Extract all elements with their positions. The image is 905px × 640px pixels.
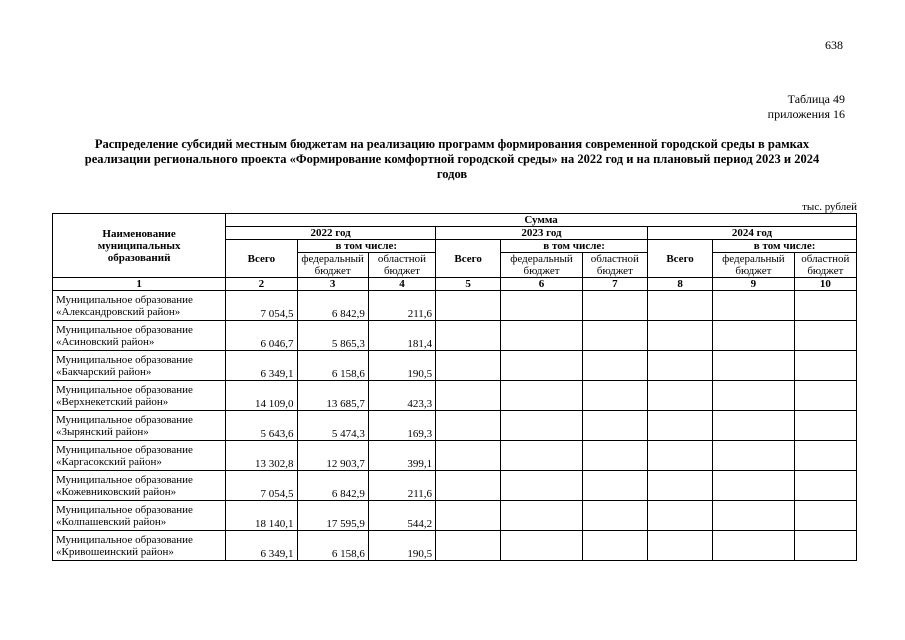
- empty-cell: [582, 321, 647, 351]
- column-index: 2: [226, 278, 297, 291]
- empty-cell: [794, 381, 856, 411]
- empty-cell: [794, 411, 856, 441]
- empty-cell: [713, 441, 795, 471]
- header-total-2023: Всего: [436, 240, 501, 278]
- empty-cell: [582, 411, 647, 441]
- federal-2022-cell: 5 865,3: [297, 321, 368, 351]
- federal-2022-cell: 12 903,7: [297, 441, 368, 471]
- empty-cell: [713, 531, 795, 561]
- header-regional-2024: областной бюджет: [794, 253, 856, 278]
- table-row: [53, 351, 857, 381]
- units-label: тыс. рублей: [802, 201, 857, 213]
- empty-cell: [713, 411, 795, 441]
- header-incl-2022: в том числе:: [297, 240, 436, 253]
- federal-2022-cell: 6 842,9: [297, 471, 368, 501]
- table-row: [53, 531, 857, 561]
- empty-cell: [713, 351, 795, 381]
- municipality-district: «Каргасокский район»: [56, 455, 162, 468]
- header-federal-2023: федеральный бюджет: [501, 253, 583, 278]
- regional-2022-cell: 169,3: [368, 411, 435, 441]
- table-row: [53, 441, 857, 471]
- municipality-district: «Кривошеинский район»: [56, 545, 174, 558]
- empty-cell: [794, 471, 856, 501]
- column-index: 6: [501, 278, 583, 291]
- empty-cell: [794, 291, 856, 321]
- header-regional-2023: областной бюджет: [582, 253, 647, 278]
- empty-cell: [647, 351, 712, 381]
- empty-cell: [436, 411, 501, 441]
- municipality-name: [53, 381, 226, 411]
- municipality-prefix: Муниципальное образование: [56, 443, 193, 456]
- empty-cell: [436, 501, 501, 531]
- empty-cell: [501, 411, 583, 441]
- municipality-district: «Зырянский район»: [56, 425, 149, 438]
- empty-cell: [647, 381, 712, 411]
- header-year-2022: 2022 год: [226, 227, 436, 240]
- table-reference: [768, 92, 845, 122]
- empty-cell: [647, 411, 712, 441]
- empty-cell: [436, 351, 501, 381]
- municipality-name: [53, 411, 226, 441]
- empty-cell: [713, 381, 795, 411]
- empty-cell: [436, 381, 501, 411]
- total-2022-cell: 6 046,7: [226, 321, 297, 351]
- total-2022-cell: 13 302,8: [226, 441, 297, 471]
- municipality-name: [53, 441, 226, 471]
- municipality-prefix: Муниципальное образование: [56, 293, 193, 306]
- empty-cell: [436, 321, 501, 351]
- table-row: [53, 411, 857, 441]
- regional-2022-cell: 181,4: [368, 321, 435, 351]
- column-index: 3: [297, 278, 368, 291]
- total-2022-cell: 6 349,1: [226, 531, 297, 561]
- header-total-2022: Всего: [226, 240, 297, 278]
- subsidy-table: [52, 213, 857, 561]
- empty-cell: [501, 471, 583, 501]
- header-sum: Сумма: [226, 214, 857, 227]
- header-federal-2022: федеральный бюджет: [297, 253, 368, 278]
- table-row: [53, 321, 857, 351]
- empty-cell: [501, 291, 583, 321]
- empty-cell: [501, 531, 583, 561]
- table-number: Таблица 49: [787, 92, 845, 106]
- regional-2022-cell: 544,2: [368, 501, 435, 531]
- regional-2022-cell: 423,3: [368, 381, 435, 411]
- empty-cell: [436, 291, 501, 321]
- column-index-row: [53, 278, 857, 291]
- empty-cell: [582, 381, 647, 411]
- empty-cell: [647, 531, 712, 561]
- appendix-number: приложения 16: [767, 107, 845, 121]
- empty-cell: [713, 321, 795, 351]
- column-index: 5: [436, 278, 501, 291]
- municipality-name: [53, 351, 226, 381]
- total-2022-cell: 6 349,1: [226, 351, 297, 381]
- empty-cell: [582, 471, 647, 501]
- municipality-prefix: Муниципальное образование: [56, 413, 193, 426]
- regional-2022-cell: 190,5: [368, 531, 435, 561]
- table-row: [53, 381, 857, 411]
- empty-cell: [582, 291, 647, 321]
- municipality-prefix: Муниципальное образование: [56, 503, 193, 516]
- municipality-district: «Колпашевский район»: [56, 515, 167, 528]
- total-2022-cell: 18 140,1: [226, 501, 297, 531]
- empty-cell: [794, 501, 856, 531]
- regional-2022-cell: 211,6: [368, 291, 435, 321]
- municipality-district: «Александровский район»: [56, 305, 181, 318]
- empty-cell: [647, 291, 712, 321]
- empty-cell: [794, 441, 856, 471]
- empty-cell: [647, 441, 712, 471]
- empty-cell: [501, 321, 583, 351]
- empty-cell: [713, 471, 795, 501]
- empty-cell: [794, 531, 856, 561]
- column-index: 1: [53, 278, 226, 291]
- empty-cell: [582, 351, 647, 381]
- header-regional-2022: областной бюджет: [368, 253, 435, 278]
- total-2022-cell: 7 054,5: [226, 291, 297, 321]
- municipality-prefix: Муниципальное образование: [56, 353, 193, 366]
- document-title: Распределение субсидий местным бюджетам на реализацию программ формирования современной городской среды в рамках реализации регионального проекта «Формирование комфортной городской среды» на 2022 год и на плановый период 2023 и 2024 годов: [84, 137, 820, 181]
- federal-2022-cell: 17 595,9: [297, 501, 368, 531]
- federal-2022-cell: 6 158,6: [297, 351, 368, 381]
- municipality-district: «Верхнекетский район»: [56, 395, 169, 408]
- regional-2022-cell: 190,5: [368, 351, 435, 381]
- table-row: [53, 471, 857, 501]
- header-incl-2023: в том числе:: [501, 240, 648, 253]
- federal-2022-cell: 6 158,6: [297, 531, 368, 561]
- municipality-name: [53, 321, 226, 351]
- municipality-name: [53, 531, 226, 561]
- total-2022-cell: 5 643,6: [226, 411, 297, 441]
- header-total-2024: Всего: [647, 240, 712, 278]
- empty-cell: [436, 531, 501, 561]
- municipality-prefix: Муниципальное образование: [56, 473, 193, 486]
- column-index: 10: [794, 278, 856, 291]
- municipality-district: «Кожевниковский район»: [56, 485, 177, 498]
- total-2022-cell: 14 109,0: [226, 381, 297, 411]
- municipality-prefix: Муниципальное образование: [56, 533, 193, 546]
- total-2022-cell: 7 054,5: [226, 471, 297, 501]
- empty-cell: [647, 321, 712, 351]
- municipality-name: [53, 291, 226, 321]
- municipality-prefix: Муниципальное образование: [56, 383, 193, 396]
- empty-cell: [501, 351, 583, 381]
- municipality-district: «Асиновский район»: [56, 335, 155, 348]
- header-year-2023: 2023 год: [436, 227, 648, 240]
- page-number: 638: [825, 38, 843, 52]
- federal-2022-cell: 13 685,7: [297, 381, 368, 411]
- table-row: [53, 291, 857, 321]
- municipality-district: «Бакчарский район»: [56, 365, 152, 378]
- empty-cell: [647, 501, 712, 531]
- empty-cell: [582, 501, 647, 531]
- empty-cell: [713, 501, 795, 531]
- empty-cell: [436, 441, 501, 471]
- empty-cell: [501, 441, 583, 471]
- empty-cell: [794, 351, 856, 381]
- table-row: [53, 501, 857, 531]
- empty-cell: [436, 471, 501, 501]
- federal-2022-cell: 5 474,3: [297, 411, 368, 441]
- header-year-2024: 2024 год: [647, 227, 856, 240]
- column-index: 9: [713, 278, 795, 291]
- empty-cell: [582, 531, 647, 561]
- municipality-prefix: Муниципальное образование: [56, 323, 193, 336]
- empty-cell: [794, 321, 856, 351]
- empty-cell: [501, 381, 583, 411]
- header-federal-2024: федеральный бюджет: [713, 253, 795, 278]
- column-index: 8: [647, 278, 712, 291]
- empty-cell: [713, 291, 795, 321]
- empty-cell: [647, 471, 712, 501]
- regional-2022-cell: 399,1: [368, 441, 435, 471]
- regional-2022-cell: 211,6: [368, 471, 435, 501]
- header-name: Наименование муниципальных образований: [53, 214, 226, 278]
- empty-cell: [582, 441, 647, 471]
- empty-cell: [501, 501, 583, 531]
- municipality-name: [53, 471, 226, 501]
- column-index: 4: [368, 278, 435, 291]
- federal-2022-cell: 6 842,9: [297, 291, 368, 321]
- column-index: 7: [582, 278, 647, 291]
- municipality-name: [53, 501, 226, 531]
- header-incl-2024: в том числе:: [713, 240, 857, 253]
